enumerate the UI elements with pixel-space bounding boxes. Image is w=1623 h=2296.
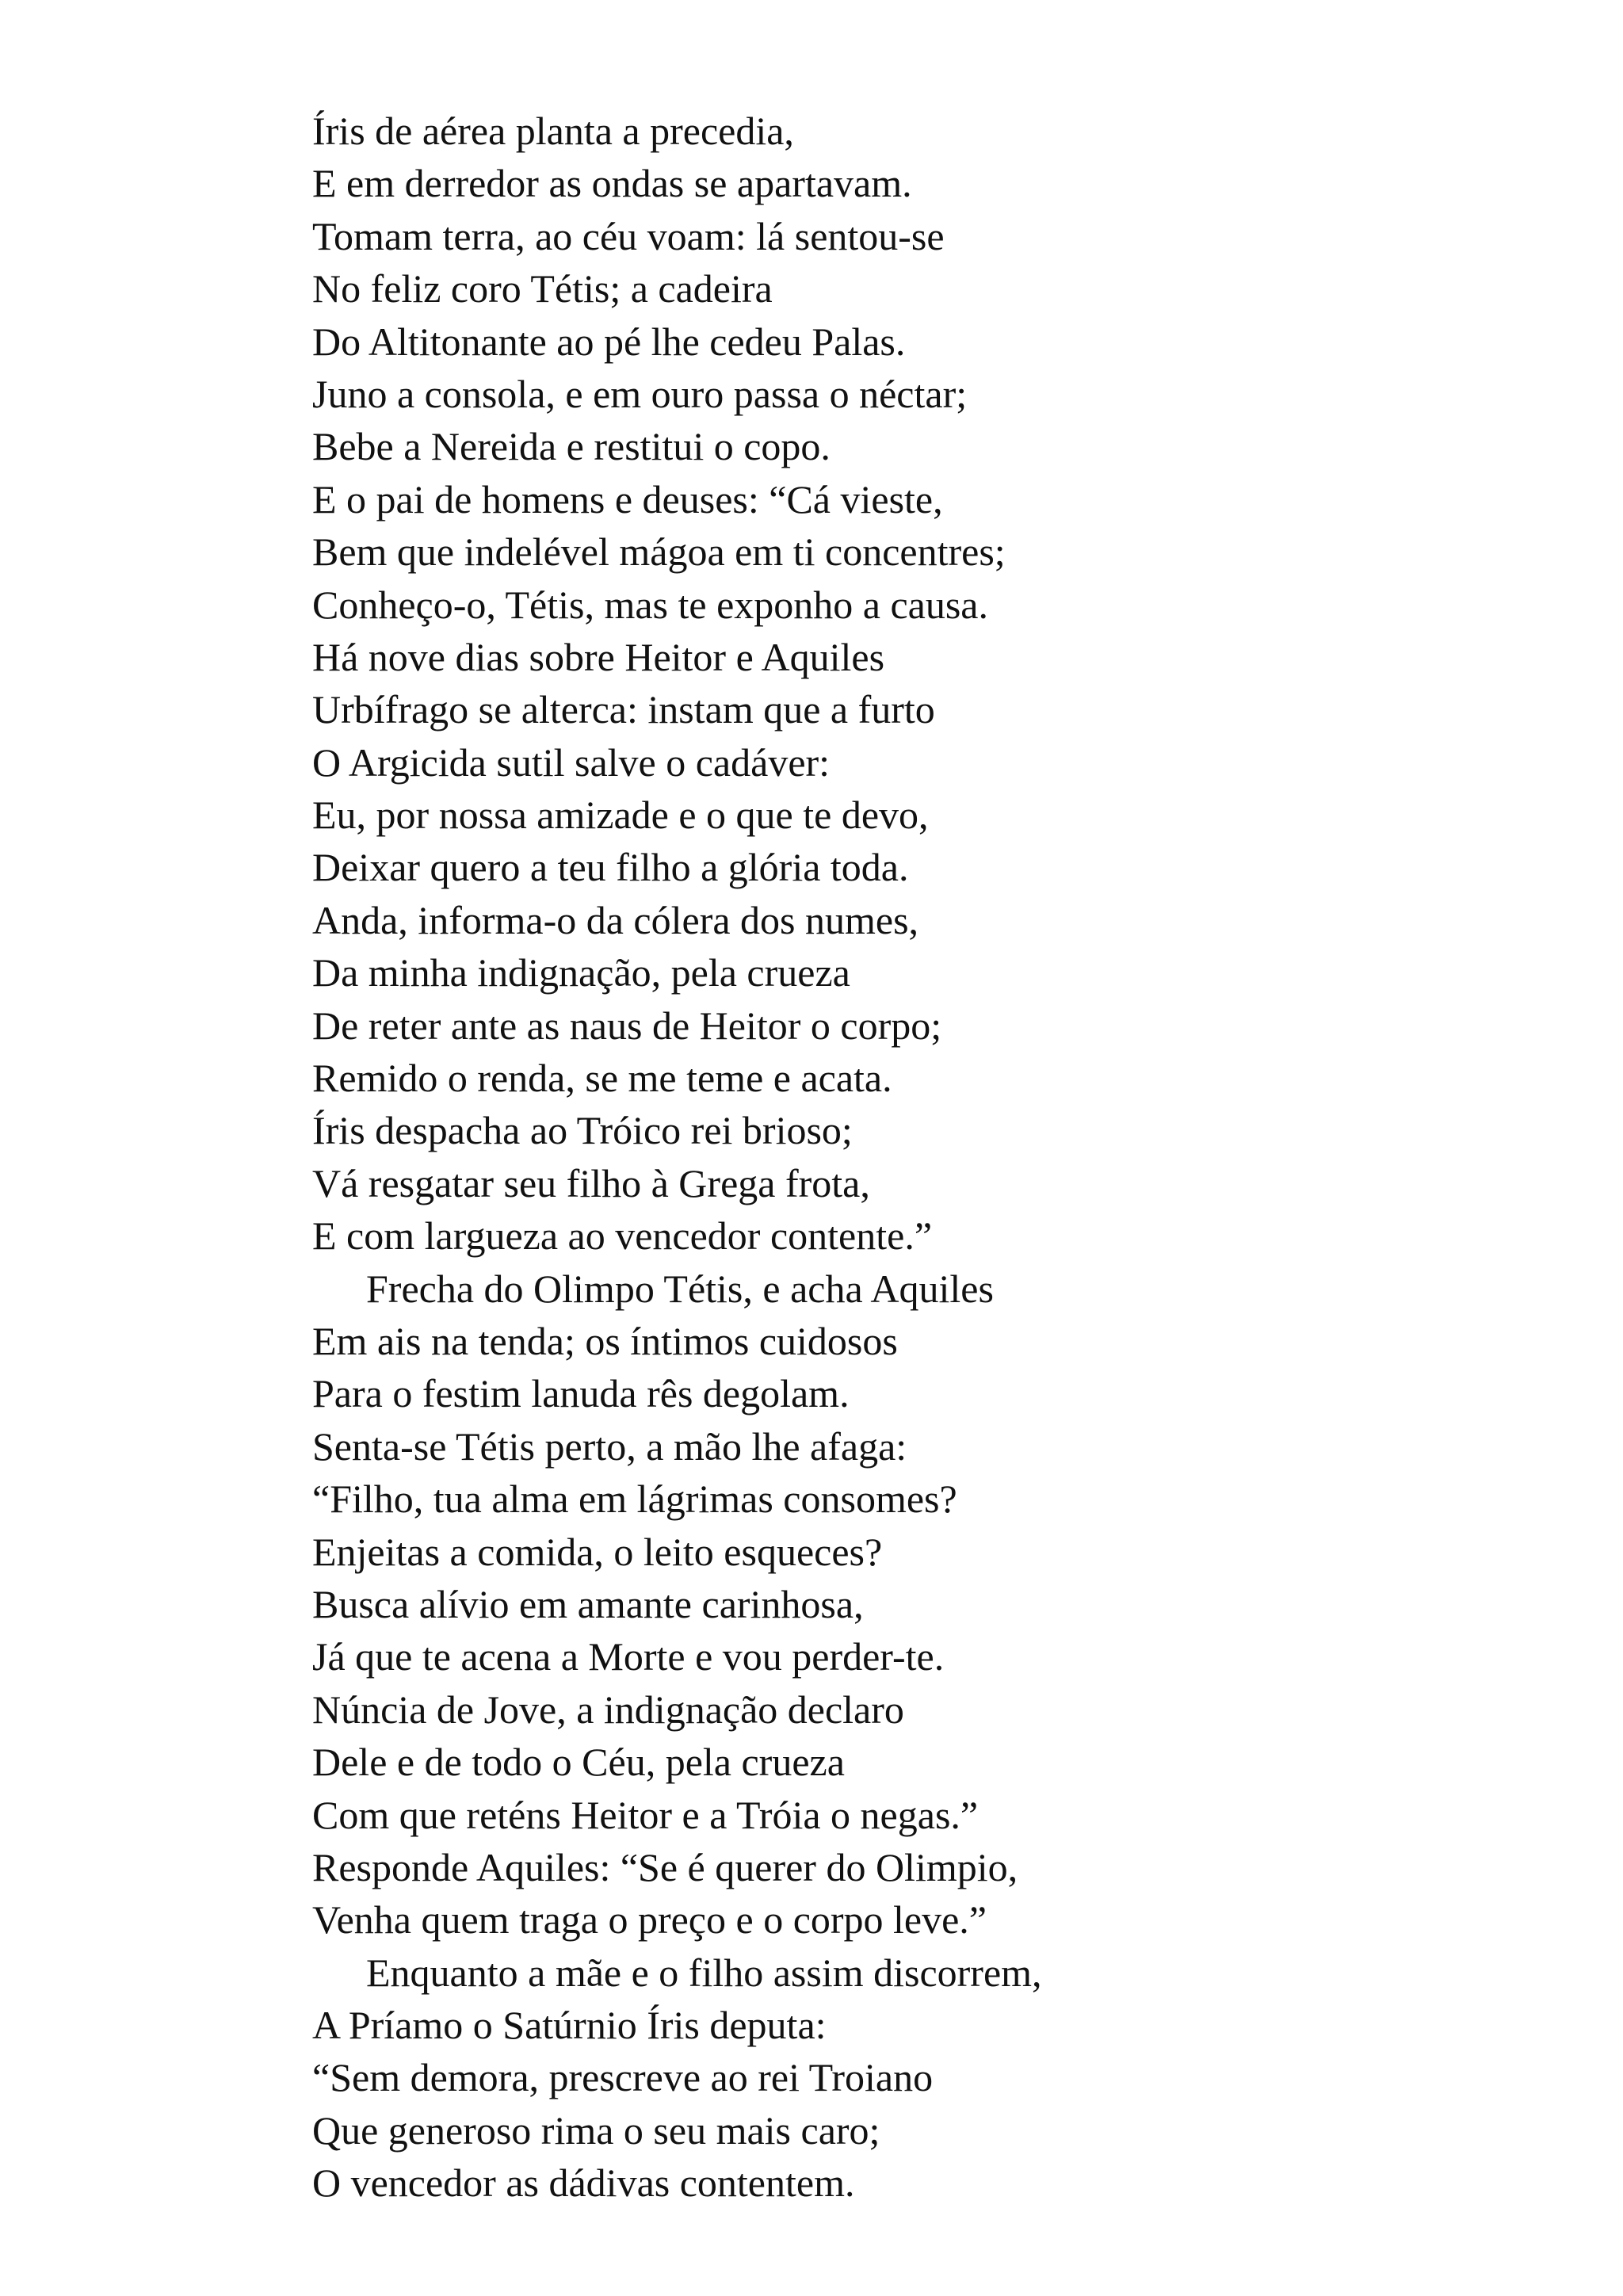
verse-line: Que generoso rima o seu mais caro; <box>312 2107 880 2153</box>
verse-line: Venha quem traga o preço e o corpo leve.” <box>312 1897 987 1943</box>
verse-line: O Argicida sutil salve o cadáver: <box>312 739 831 785</box>
verse-line: Núncia de Jove, a indignação declaro <box>312 1687 904 1732</box>
verse-line: “Filho, tua alma em lágrimas consomes? <box>312 1477 957 1522</box>
verse-line: Conheço-o, Tétis, mas te exponho a causa. <box>312 582 989 627</box>
verse-line: A Príamo o Satúrnio Íris deputa: <box>312 2003 827 2048</box>
verse-line: Há nove dias sobre Heitor e Aquiles <box>312 634 885 679</box>
verse-line: Da minha indignação, pela crueza <box>312 950 850 995</box>
poem-text-block <box>312 105 1549 2210</box>
verse-line: Para o festim lanuda rês degolam. <box>312 1371 850 1416</box>
verse-line: Urbífrago se alterca: instam que a furto <box>312 687 935 732</box>
verse-line: Juno a consola, e em ouro passa o néctar; <box>312 371 968 416</box>
verse-line: Responde Aquiles: “Se é querer do Olimpio, <box>312 1844 1018 1889</box>
verse-line: Tomam terra, ao céu voam: lá sentou-se <box>312 213 945 258</box>
verse-line: Já que te acena a Morte e vou perder-te. <box>312 1634 945 1679</box>
verse-line: Anda, informa-o da cólera dos numes, <box>312 897 919 942</box>
verse-line: Dele e de todo o Céu, pela crueza <box>312 1740 845 1785</box>
verse-line: Remido o renda, se me teme e acata. <box>312 1056 892 1101</box>
verse-line: E com largueza ao vencedor contente.” <box>312 1213 933 1259</box>
verse-line: Senta-se Tétis perto, a mão lhe afaga: <box>312 1423 907 1469</box>
verse-line: “Sem demora, prescreve ao rei Troiano <box>312 2055 934 2100</box>
verse-line: Bem que indelével mágoa em ti concentres; <box>312 529 1006 575</box>
verse-line: Eu, por nossa amizade e o que te devo, <box>312 793 929 838</box>
verse-line: Íris de aérea planta a precedia, <box>312 109 794 153</box>
verse-line: Vá resgatar seu filho à Grega frota, <box>312 1160 870 1205</box>
verse-line: Frecha do Olimpo Tétis, e acha Aquiles <box>366 1266 994 1311</box>
verse-line: Íris despacha ao Tróico rei brioso; <box>312 1108 853 1153</box>
verse-line: Enjeitas a comida, o leito esqueces? <box>312 1529 883 1574</box>
verse-line: Do Altitonante ao pé lhe cedeu Palas. <box>312 319 906 364</box>
verse-line: Em ais na tenda; os íntimos cuidosos <box>312 1318 898 1363</box>
verse-line: Deixar quero a teu filho a glória toda. <box>312 845 909 890</box>
verse-line: Bebe a Nereida e restitui o copo. <box>312 424 831 469</box>
verse-line: O vencedor as dádivas contentem. <box>312 2160 855 2206</box>
verse-line: E em derredor as ondas se apartavam. <box>312 161 912 206</box>
verse-line: Com que reténs Heitor e a Tróia o negas.” <box>312 1792 979 1837</box>
verse-line: E o pai de homens e deuses: “Cá vieste, <box>312 476 943 521</box>
verse-line: Enquanto a mãe e o filho assim discorrem, <box>366 1950 1042 1995</box>
verse-line: De reter ante as naus de Heitor o corpo; <box>312 1003 942 1048</box>
verse-line: No feliz coro Tétis; a cadeira <box>312 266 773 311</box>
verse-line: Busca alívio em amante carinhosa, <box>312 1581 864 1626</box>
